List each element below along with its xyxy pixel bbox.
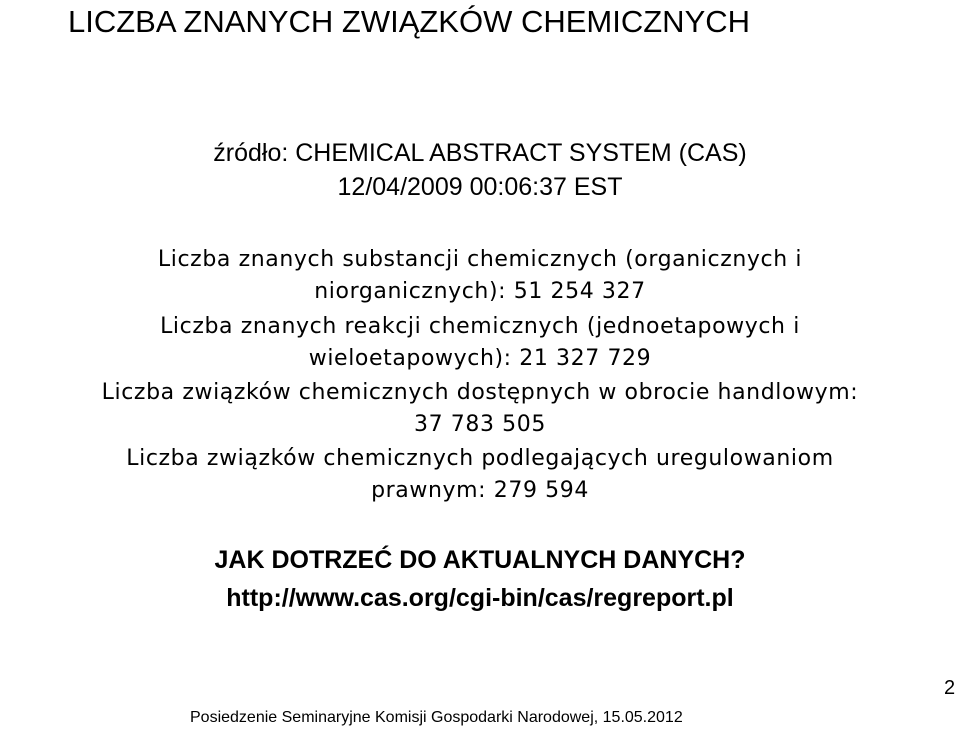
cas-link[interactable]: http://www.cas.org/cgi-bin/cas/regreport.pl <box>226 584 734 612</box>
source-line: źródło: CHEMICAL ABSTRACT SYSTEM (CAS) <box>213 139 747 167</box>
footer-text: Posiedzenie Seminaryjne Komisji Gospodarki Narodowej, 15.05.2012 <box>190 709 683 726</box>
stat-reactions-line1: Liczba znanych reakcji chemicznych (jednoetapowych i <box>160 314 800 339</box>
stat-commercial-line2: 37 783 505 <box>414 412 546 437</box>
timestamp: 12/04/2009 00:06:37 EST <box>337 173 623 201</box>
page-number: 2 <box>944 677 956 699</box>
slide-title: LICZBA ZNANYCH ZWIĄZKÓW CHEMICZNYCH <box>68 4 751 39</box>
stat-substances-line1: Liczba znanych substancji chemicznych (organicznych i <box>157 247 803 272</box>
stat-regulated-line1: Liczba związków chemicznych podlegających uregulowaniom <box>126 446 834 471</box>
stat-substances-line2: niorganicznych): 51 254 327 <box>314 279 646 304</box>
stat-regulated-line2: prawnym: 279 594 <box>371 478 589 503</box>
question-heading: JAK DOTRZEĆ DO AKTUALNYCH DANYCH? <box>214 546 746 574</box>
stat-reactions-line2: wieloetapowych): 21 327 729 <box>308 346 652 371</box>
stat-commercial-line1: Liczba związków chemicznych dostępnych w obrocie handlowym: <box>101 380 859 405</box>
